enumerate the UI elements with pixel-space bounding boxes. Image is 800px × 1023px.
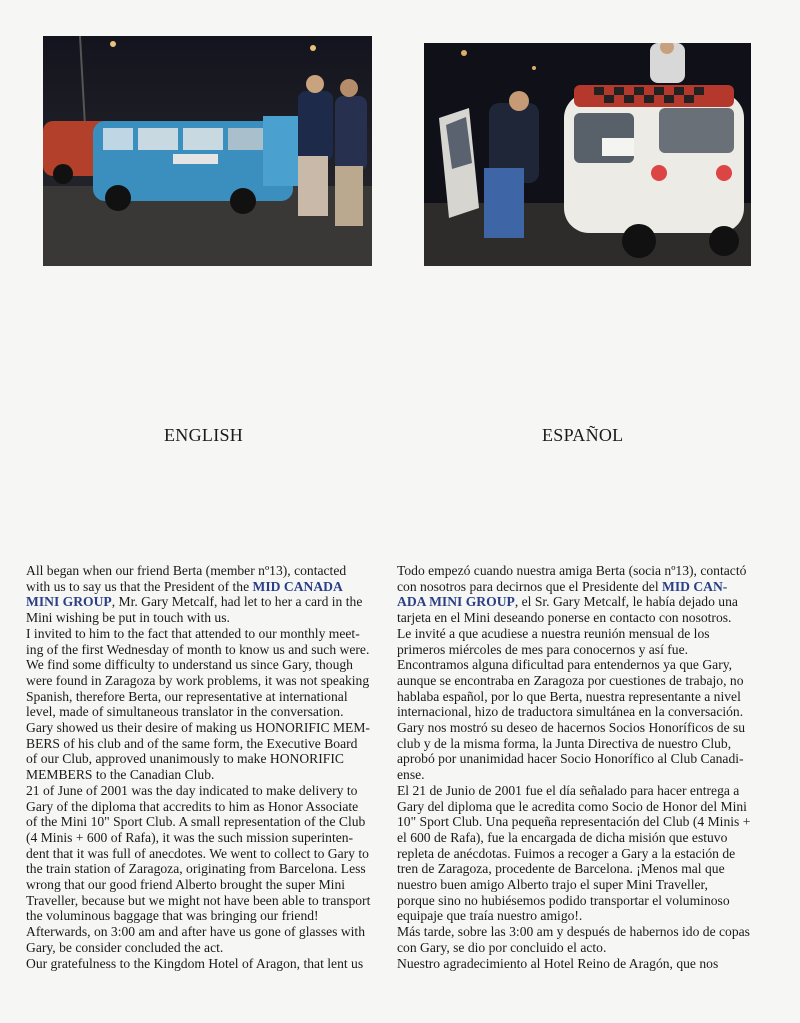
photo-white-mini: [424, 43, 751, 266]
text-line: [397, 563, 769, 579]
text-line: [397, 940, 769, 956]
text-run: with us to say us that the President of the: [26, 578, 253, 594]
text-line: [26, 610, 398, 626]
text-line: [397, 908, 769, 924]
text-run: repleta de anécdotas. Fuimos a recoger a Gary a la estación de: [397, 845, 736, 861]
text-line: [397, 689, 769, 705]
text-run: level, made of simultaneous translator in the conversation.: [26, 704, 344, 720]
text-run: wrong that our good friend Alberto brought the super Mini: [26, 877, 346, 893]
spanish-text-column: [397, 563, 769, 971]
text-run: equipaje que traía nuestro amigo!.: [397, 908, 583, 924]
text-line: [26, 626, 398, 642]
text-line: [26, 861, 398, 877]
text-run: Spanish, therefore Berta, our representative at international: [26, 688, 348, 704]
text-run: primeros miércoles de mes para conocernos y así fue.: [397, 641, 689, 657]
text-run: Gary showed us their desire of making us HONORIFIC MEM-: [26, 720, 370, 736]
heading-spanish: ESPAÑOL: [542, 425, 624, 445]
text-run: internacional, hizo de traductora simultánea en la conversación.: [397, 704, 744, 720]
text-line: [26, 846, 398, 862]
text-line: [397, 799, 769, 815]
text-line: [26, 704, 398, 720]
text-run: 10" Sport Club. Una pequeña representación del Club (4 Minis +: [397, 814, 751, 830]
text-line: [397, 642, 769, 658]
text-run: , el Sr. Gary Metcalf, le había dejado una: [514, 594, 738, 610]
text-line: [397, 893, 769, 909]
text-run: Gary, be consider concluded the act.: [26, 939, 224, 955]
text-line: [397, 736, 769, 752]
text-line: [397, 814, 769, 830]
text-run: (4 Minis + 600 of Rafa), it was the such mission superinten-: [26, 829, 354, 845]
text-line: [26, 657, 398, 673]
text-line: [26, 579, 398, 595]
text-run: Our gratefulness to the Kingdom Hotel of Aragon, that lent us: [26, 955, 364, 971]
text-line: [26, 767, 398, 783]
club-name-highlight: MID CANADA: [252, 578, 343, 594]
text-run: club y de la misma forma, la Junta Directiva de nuestro Club,: [397, 735, 732, 751]
text-line: [397, 846, 769, 862]
text-line: [26, 799, 398, 815]
text-run: nuestro buen amigo Alberto trajo el super Mini Traveller,: [397, 877, 708, 893]
text-run: , Mr. Gary Metcalf, had let to her a card in the: [111, 594, 363, 610]
text-line: [26, 940, 398, 956]
text-line: [26, 830, 398, 846]
text-run: the voluminous baggage that was bringing our friend!: [26, 908, 319, 924]
club-name-highlight: MINI GROUP: [26, 594, 112, 610]
text-run: BERS of his club and of the same form, the Executive Board: [26, 735, 358, 751]
text-line: [397, 657, 769, 673]
text-run: of the Mini 10" Sport Club. A small representation of the Club: [26, 814, 366, 830]
text-run: All began when our friend Berta (member nº13), contacted: [26, 563, 347, 578]
text-line: [26, 751, 398, 767]
text-run: were found in Zaragoza by work problems, it was not speaking: [26, 672, 370, 688]
text-line: [397, 704, 769, 720]
text-line: [397, 783, 769, 799]
text-run: tarjeta en el Mini deseando ponerse en contacto con nosotros.: [397, 610, 732, 626]
text-run: Le invité a que acudiese a nuestra reunión mensual de los: [397, 625, 710, 641]
text-run: con nosotros para decirnos que el Presidente del: [397, 578, 662, 594]
text-run: Más tarde, sobre las 3:00 am y después de habernos ido de copas: [397, 924, 750, 940]
text-line: [26, 594, 398, 610]
heading-english: ENGLISH: [164, 425, 244, 445]
text-run: Afterwards, on 3:00 am and after have us gone of glasses with: [26, 924, 365, 940]
text-run: el 600 de Rafa), fue la encargada de dicha misión que estuvo: [397, 829, 728, 845]
text-line: [397, 579, 769, 595]
text-line: [26, 908, 398, 924]
text-line: [26, 783, 398, 799]
photo-blue-mini-traveller: [43, 36, 372, 266]
text-line: [397, 877, 769, 893]
text-run: hablaba español, por lo que Berta, nuestra representante a nivel: [397, 688, 741, 704]
text-line: [26, 673, 398, 689]
text-run: ing of the first Wednesday of month to know us and such were.: [26, 641, 370, 657]
text-run: Todo empezó cuando nuestra amiga Berta (socia nº13), contactó: [397, 563, 747, 578]
text-line: [26, 563, 398, 579]
text-line: [397, 720, 769, 736]
text-line: [26, 720, 398, 736]
text-line: [397, 751, 769, 767]
text-line: [397, 924, 769, 940]
text-run: Gary nos mostró su deseo de hacernos Socios Honoríficos de su: [397, 720, 746, 736]
text-line: [397, 956, 769, 972]
text-run: We find some difficulty to understand us since Gary, though: [26, 657, 353, 673]
text-line: [26, 642, 398, 658]
club-name-highlight: ADA MINI GROUP: [397, 594, 515, 610]
text-run: I invited to him to the fact that attended to our monthly meet-: [26, 625, 360, 641]
text-line: [397, 673, 769, 689]
text-run: con Gary, se dio por concluido el acto.: [397, 939, 607, 955]
text-line: [26, 893, 398, 909]
english-text-column: [26, 563, 398, 971]
text-line: [26, 877, 398, 893]
text-run: MEMBERS to the Canadian Club.: [26, 767, 215, 783]
text-run: aprobó por unanimidad hacer Socio Honorífico al Club Canadi-: [397, 751, 744, 767]
text-run: Mini wishing be put in touch with us.: [26, 610, 230, 626]
text-line: [397, 767, 769, 783]
text-run: Gary of the diploma that accredits to him as Honor Associate: [26, 798, 359, 814]
text-run: of our Club, approved unanimously to make HONORIFIC: [26, 751, 344, 767]
text-line: [397, 610, 769, 626]
text-line: [397, 626, 769, 642]
text-run: El 21 de Junio de 2001 fue el día señalado para hacer entrega a: [397, 782, 740, 798]
text-run: the train station of Zaragoza, originating from Barcelona. Less: [26, 861, 366, 877]
text-line: [26, 689, 398, 705]
text-line: [26, 924, 398, 940]
text-run: aunque se encontraba en Zaragoza por cuestiones de trabajo, no: [397, 672, 744, 688]
text-run: Gary del diploma que le acredita como Socio de Honor del Mini: [397, 798, 747, 814]
text-line: [26, 736, 398, 752]
text-run: ense.: [397, 767, 425, 783]
text-run: 21 of June of 2001 was the day indicated to make delivery to: [26, 782, 358, 798]
text-line: [397, 861, 769, 877]
text-line: [397, 594, 769, 610]
text-run: porque sino no hubiésemos podido transportar el voluminoso: [397, 892, 730, 908]
text-run: Traveller, because but we might not have been able to transport: [26, 892, 371, 908]
text-line: [26, 814, 398, 830]
text-line: [26, 956, 398, 972]
text-line: [397, 830, 769, 846]
text-run: Nuestro agradecimiento al Hotel Reino de Aragón, que nos: [397, 955, 719, 971]
club-name-highlight: MID CAN-: [662, 578, 728, 594]
text-run: Encontramos alguna dificultad para entendernos ya que Gary,: [397, 657, 733, 673]
text-run: dent that it was full of anecdotes. We went to collect to Gary to: [26, 845, 369, 861]
text-run: tren de Zaragoza, procedente de Barcelona. ¡Menos mal que: [397, 861, 725, 877]
